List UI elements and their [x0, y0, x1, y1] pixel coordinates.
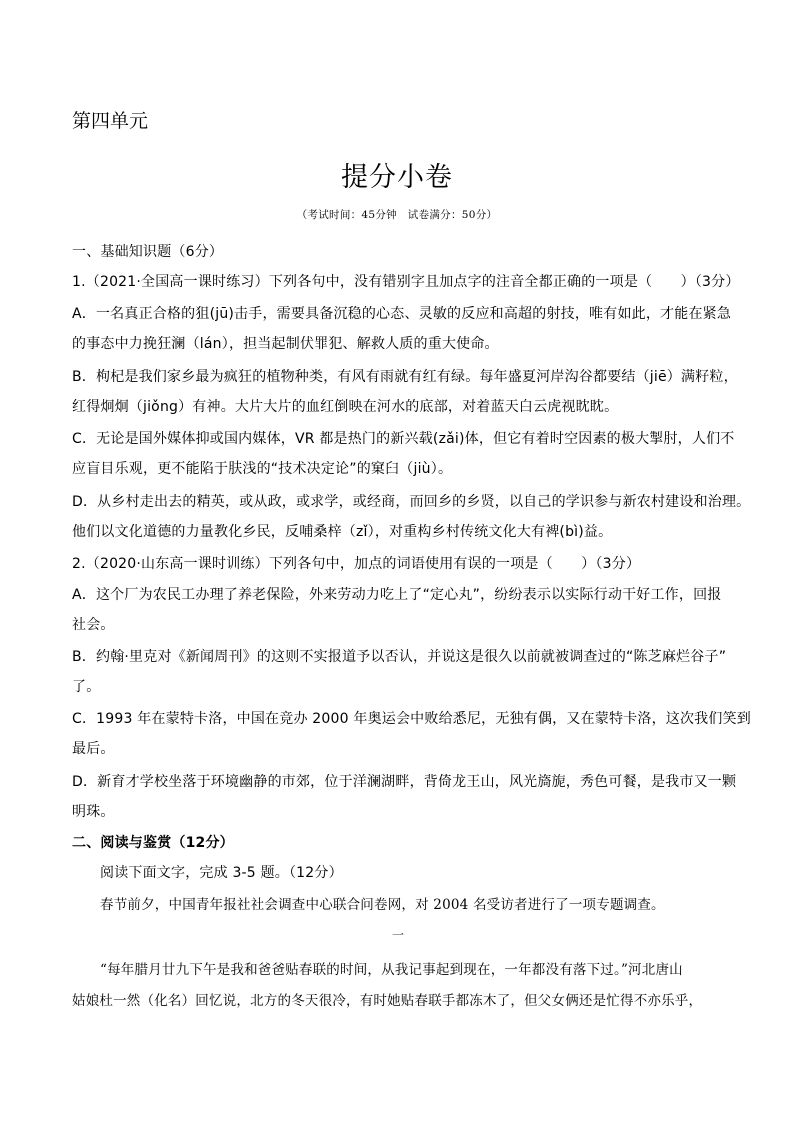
section-2-heading: 二、阅读与鉴赏（12分）	[72, 835, 234, 851]
passage-part-mark: 一	[392, 928, 405, 942]
exam-info: （考试时间：45分钟 试卷满分：50分）	[296, 209, 498, 221]
question-2-option-c: C．1993 年在蒙特卡洛，中国在竞办 2000 年奥运会中败给悉尼，无独有偶，又在蒙特卡洛，这次我们笑到	[72, 711, 751, 727]
question-2-option-d-cont: 明珠。	[72, 804, 115, 820]
question-1-stem: 1.（2021·全国高一课时练习）下列各句中，没有错别字且加点字的注音全都正确的一项是（ ）（3分）	[72, 274, 740, 290]
question-1-option-c: C．无论是国外媒体抑或国内媒体，VR 都是热门的新兴载(zǎi)体，但它有着时空因素的极大掣肘，人们不	[72, 431, 735, 447]
passage-paragraph-line-1: “每年腊月廿九下午是我和爸爸贴春联的时间，从我记事起到现在，一年都没有落下过。”河北唐山	[100, 962, 683, 978]
question-1-option-a-cont: 的事态中力挽狂澜（lán），担当起制伏罪犯、解救人质的重大使命。	[72, 336, 499, 352]
passage-intro: 春节前夕，中国青年报社社会调查中心联合问卷网，对 2004 名受访者进行了一项专题调查。	[100, 897, 665, 913]
reading-instruction: 阅读下面文字，完成 3-5 题。（12分）	[100, 865, 343, 881]
question-2-option-c-cont: 最后。	[72, 741, 115, 757]
section-1-heading: 一、基础知识题（6分）	[72, 244, 224, 260]
question-2-option-b: B．约翰·里克对《新闻周刊》的这则不实报道予以否认，并说这是很久以前就被调查过的“陈芝麻烂谷子”	[72, 649, 727, 665]
question-1-option-b: B．枸杞是我们家乡最为疯狂的植物种类，有风有雨就有红有绿。每年盛夏河岸沟谷都要结（jiē）满籽粒，	[72, 369, 738, 385]
question-2-option-a: A．这个厂为农民工办理了养老保险，外来劳动力吃上了“定心丸”，纷纷表示以实际行动干好工作，回报	[72, 587, 722, 603]
question-1-option-d: D．从乡村走出去的精英，或从政，或求学，或经商，而回乡的乡贤，以自己的学识参与新农村建设和治理。	[72, 494, 751, 510]
question-2-stem: 2.（2020·山东高一课时训练）下列各句中，加点的词语使用有误的一项是（ ）（3分）	[72, 556, 641, 572]
question-1-option-a: A．一名真正合格的狙(jū)击手，需要具备沉稳的心态、灵敏的反应和高超的射技，唯有如此，才能在紧急	[72, 306, 732, 322]
question-1-option-d-cont: 他们以文化道德的力量教化乡民，反哺桑梓（zǐ），对重构乡村传统文化大有裨(bì)益。	[72, 524, 613, 540]
unit-label: 第四单元	[72, 110, 149, 132]
question-2-option-b-cont: 了。	[72, 679, 101, 695]
question-2-option-d: D．新育才学校坐落于环境幽静的市郊，位于洋澜湖畔，背倚龙王山，风光旖旎，秀色可餐，是我市又一颗	[72, 774, 737, 790]
question-1-option-b-cont: 红得炯炯（jiǒng）有神。大片大片的血红倒映在河水的底部，对着蓝天白云虎视眈眈。	[72, 399, 619, 415]
page-title: 提分小卷	[341, 162, 453, 193]
question-2-option-a-cont: 社会。	[72, 617, 115, 633]
passage-paragraph-line-2: 姑娘杜一然（化名）回忆说，北方的冬天很冷，有时她贴春联手都冻木了，但父女俩还是忙得不亦乐乎，	[72, 993, 703, 1009]
question-1-option-c-cont: 应盲目乐观，更不能陷于肤浅的“技术决定论”的窠臼（jiù）。	[72, 461, 453, 477]
